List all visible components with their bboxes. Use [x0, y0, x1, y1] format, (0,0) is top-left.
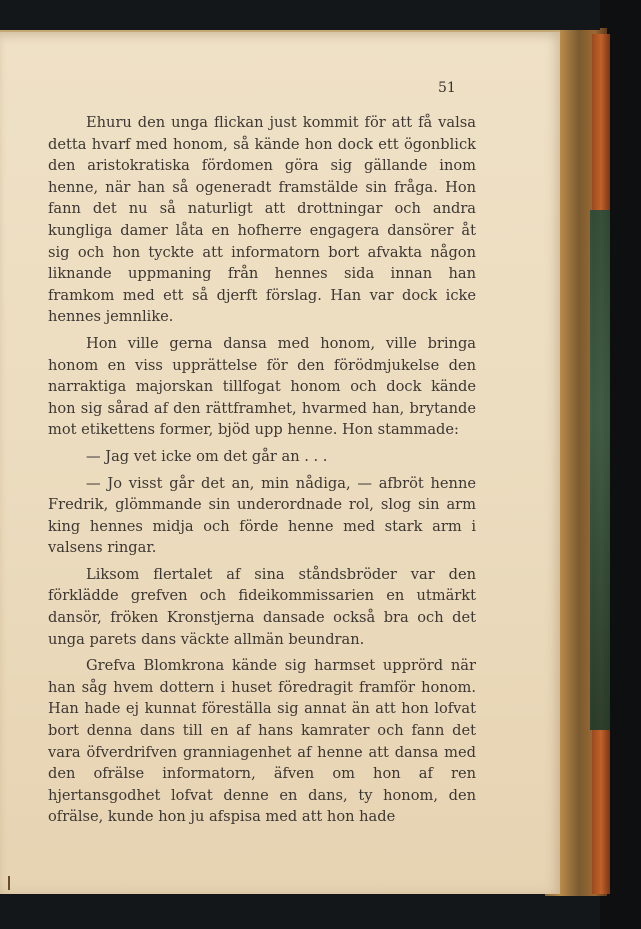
paragraph: Hon ville gerna dansa med honom, ville bringa honom en viss upprättelse för den förödmjukelse den narraktiga majorskan tillfogat honom och dock kände hon sig sårad af den rättframhet, hvarmed han, brytande mot etikettens former, bjöd upp henne. Hon stammade:: [48, 334, 476, 439]
dialog-line: — Jag vet icke om det går an . . .: [86, 447, 328, 465]
page-number: 51: [438, 80, 456, 96]
binding-mark: [8, 876, 10, 890]
paragraph: Liksom flertalet af sina ståndsbröder var den förklädde grefven och fideikommissarien en utmärkt dansör, fröken Kronstjerna dansade också bra och det unga parets dans väckte allmän beundran.: [48, 565, 476, 648]
paragraph: Ehuru den unga flickan just kommit för att få valsa detta hvarf med honom, så kände hon dock ett ögonblick den aristokratiska fördomen göra sig gällande inom henne, när han så ogeneradt framstälde sin fråga. Hon fann det nu så naturligt att drottningar och andra kungliga damer låta en hofherre engagera dansörer åt sig och hon tyckte att informatorn bort afvakta någon liknande uppmaning från hennes sida innan han framkom med ett så djerft förslag. Han var dock icke hennes jemnlike.: [48, 114, 476, 326]
top-backdrop: [0, 0, 600, 30]
book-spine-band: [590, 210, 610, 730]
dialog-line: — Jo visst går det an, min nådiga, — afbröt henne Fredrik, glömmande sin underordnade rol, slog sin arm king hennes midja och förde henne med stark arm i valsens ringar.: [48, 474, 476, 557]
page-body: [48, 112, 476, 833]
paragraph: Grefva Blomkrona kände sig harmset upprörd när han såg hvem dottern i huset föredragit framför honom. Han hade ej kunnat föreställa sig annat än att hon lofvat bort denna dans till en af hans kamrater och fann det vara öfverdrifven granniagenhet af henne att dansa med den ofrälse informatorn, äfven om hon af ren hjertansgodhet lofvat denne en dans, ty honom, den ofrälse, kunde hon ju afspisa med att hon hade: [48, 657, 476, 826]
